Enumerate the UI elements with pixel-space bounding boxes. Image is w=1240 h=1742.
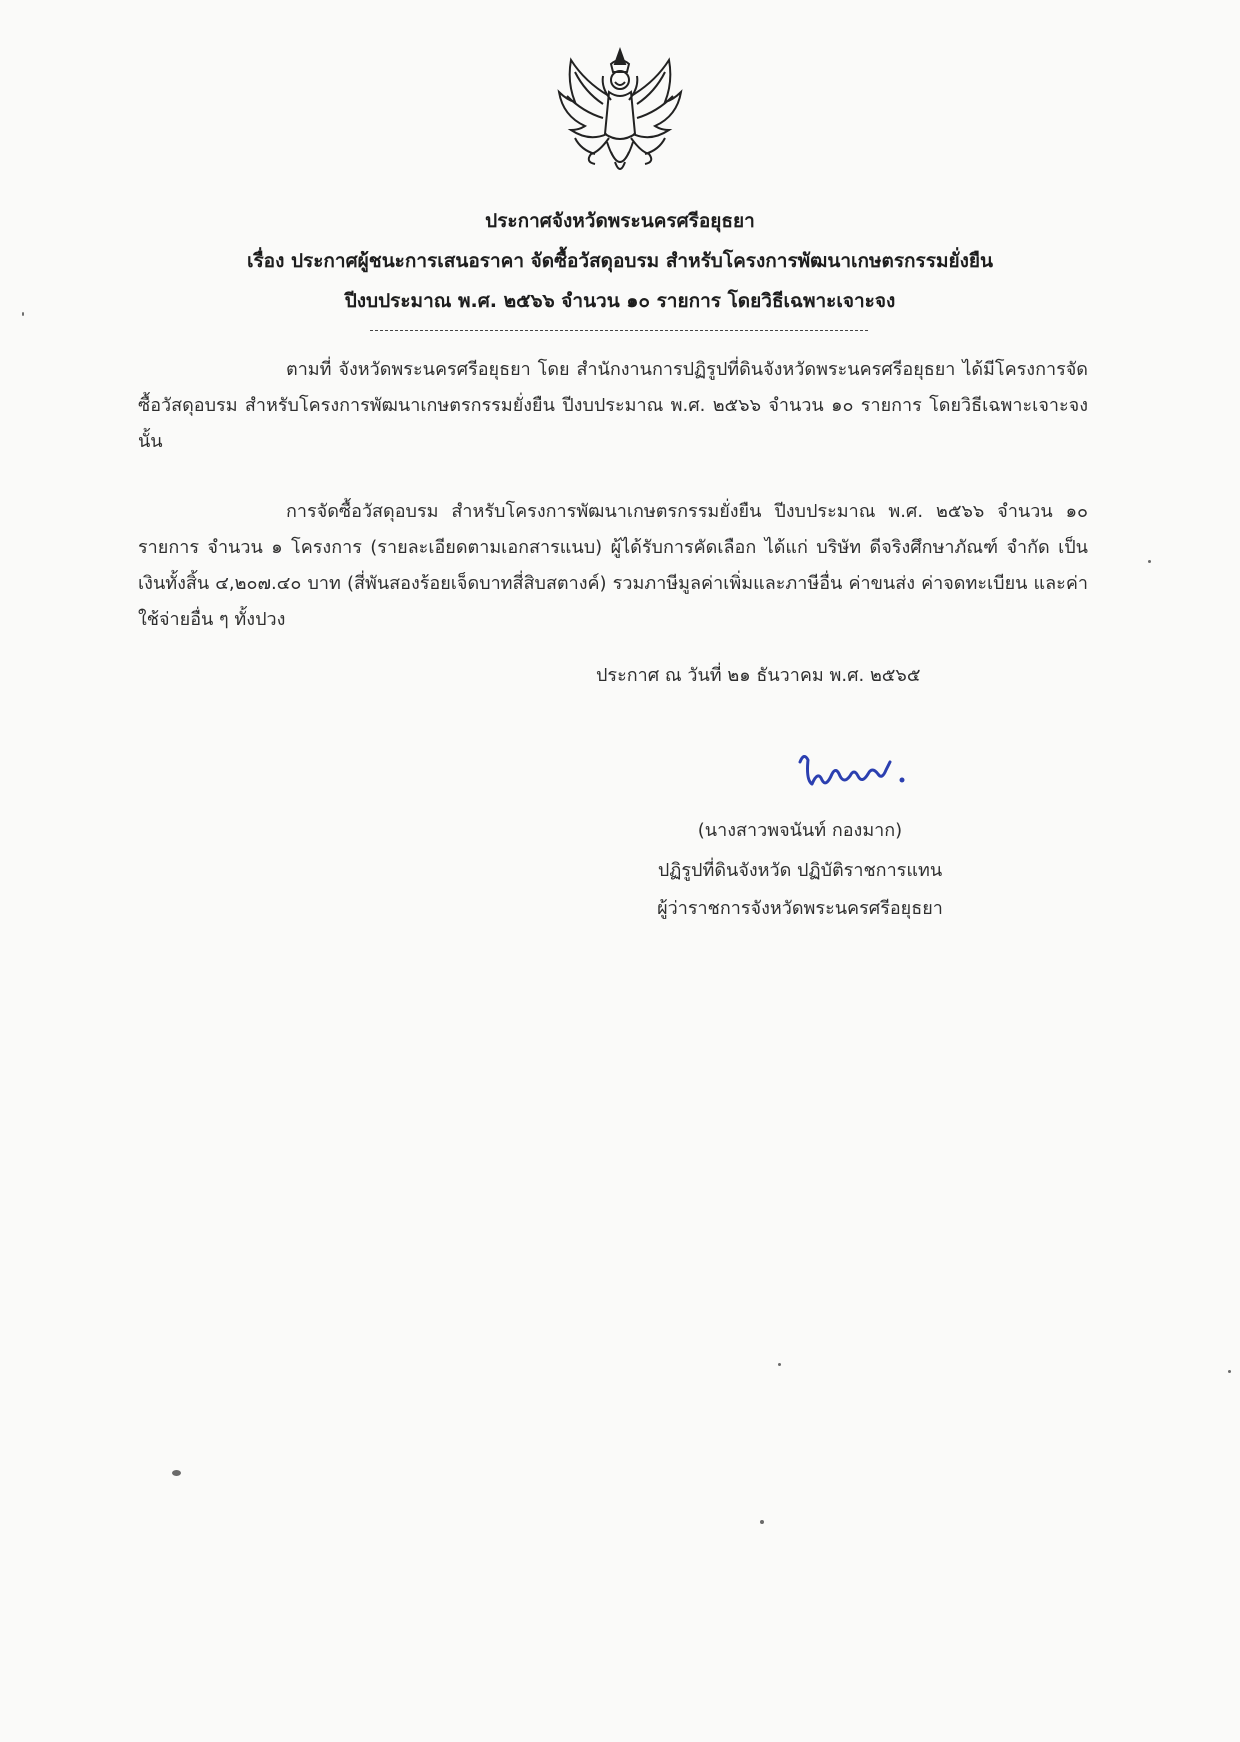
document-subject: เรื่อง ประกาศผู้ชนะการเสนอราคา จัดซื้อวัสดุอบรม สำหรับโครงการพัฒนาเกษตรกรรมยั่งยืน (246, 250, 994, 272)
scan-speck (172, 1470, 181, 1476)
header-divider (370, 330, 868, 331)
scan-speck (1228, 1370, 1231, 1373)
body-paragraph-1: ตามที่ จังหวัดพระนครศรีอยุธยา โดย สำนักงานการปฏิรูปที่ดินจังหวัดพระนครศรีอยุธยา ได้มีโครงการจัดซื้อวัสดุอบรม สำหรับโครงการพัฒนาเกษตรกรรมยั่งยืน ปีงบประมาณ พ.ศ. ๒๕๖๖ จำนวน ๑๐ รายการ โดยวิธีเฉพาะเจาะจง นั้น (138, 359, 1088, 452)
document-subject-line2: ปีงบประมาณ พ.ศ. ๒๕๖๖ จำนวน ๑๐ รายการ โดยวิธีเฉพาะเจาะจง (344, 290, 896, 312)
signatory-position: ปฏิรูปที่ดินจังหวัด ปฏิบัติราชการแทน (657, 860, 943, 881)
document-title: ประกาศจังหวัดพระนครศรีอยุธยา (485, 210, 755, 232)
scan-speck (22, 312, 24, 316)
announcement-date: ประกาศ ณ วันที่ ๒๑ ธันวาคม พ.ศ. ๒๕๖๕ (596, 665, 921, 686)
signatory-position-2: ผู้ว่าราชการจังหวัดพระนครศรีอยุธยา (657, 898, 943, 919)
scan-speck (1148, 560, 1151, 563)
scan-speck (778, 1363, 781, 1366)
signatory-name: (นางสาวพจนันท์ กองมาก) (697, 820, 903, 841)
handwritten-signature (790, 740, 940, 800)
scan-speck (760, 1520, 764, 1524)
body-paragraph-2: การจัดซื้อวัสดุอบรม สำหรับโครงการพัฒนาเกษตรกรรมยั่งยืน ปีงบประมาณ พ.ศ. ๒๕๖๖ จำนวน ๑๐ รายการ จำนวน ๑ โครงการ (รายละเอียดตามเอกสารแนบ) ผู้ได้รับการคัดเลือก ได้แก่ บริษัท ดีจริงศึกษาภัณฑ์ จำกัด เป็นเงินทั้งสิ้น ๔,๒๐๗.๔๐ บาท (สี่พันสองร้อยเจ็ดบาทสี่สิบสตางค์) รวมภาษีมูลค่าเพิ่มและภาษีอื่น ค่าขนส่ง ค่าจดทะเบียน และค่าใช้จ่ายอื่น ๆ ทั้งปวง (138, 501, 1088, 630)
garuda-emblem-icon (545, 42, 695, 192)
